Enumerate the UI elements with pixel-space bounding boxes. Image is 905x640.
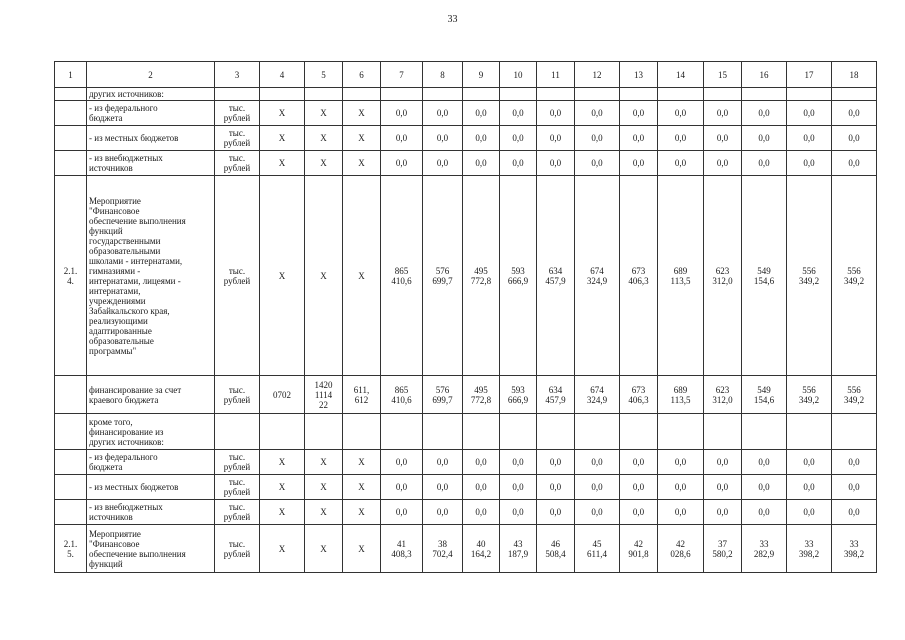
column-number-15: 15 — [704, 62, 742, 88]
value-cell-col-15 — [704, 414, 742, 450]
value-cell-col-16: 549 154,6 — [742, 376, 787, 414]
row-index-cell — [55, 450, 87, 475]
value-cell-col-8 — [423, 414, 463, 450]
table-row — [55, 475, 877, 500]
value-cell-col-14: 0,0 — [658, 151, 704, 176]
value-cell-col-18 — [832, 88, 877, 101]
value-cell-col-12: 45 611,4 — [575, 525, 620, 573]
value-cell-col-11: 0,0 — [537, 151, 575, 176]
value-cell-col-14: 0,0 — [658, 500, 704, 525]
section-code-cell: Х — [260, 500, 305, 525]
value-cell-col-12: 0,0 — [575, 475, 620, 500]
column-number-18: 18 — [832, 62, 877, 88]
unit-cell: тыс. рублей — [215, 101, 260, 126]
value-cell-col-13: 0,0 — [620, 101, 658, 126]
expense-type-cell: Х — [343, 176, 381, 376]
value-cell-col-14: 42 028,6 — [658, 525, 704, 573]
value-cell-col-7: 41 408,3 — [381, 525, 423, 573]
value-cell-col-10: 0,0 — [500, 500, 537, 525]
value-cell-col-7: 0,0 — [381, 475, 423, 500]
row-index-cell: 2.1. 5. — [55, 525, 87, 573]
expense-type-cell — [343, 414, 381, 450]
value-cell-col-12: 0,0 — [575, 126, 620, 151]
unit-cell: тыс. рублей — [215, 376, 260, 414]
value-cell-col-9 — [463, 414, 500, 450]
expense-type-cell: Х — [343, 475, 381, 500]
value-cell-col-16: 0,0 — [742, 500, 787, 525]
value-cell-col-9: 0,0 — [463, 101, 500, 126]
value-cell-col-7: 865 410,6 — [381, 176, 423, 376]
value-cell-col-18: 0,0 — [832, 101, 877, 126]
row-name-cell: Мероприятие "Финансовое обеспечение выполнения функций — [87, 525, 215, 573]
column-number-row — [55, 62, 877, 88]
value-cell-col-16: 0,0 — [742, 151, 787, 176]
value-cell-col-12: 0,0 — [575, 101, 620, 126]
value-cell-col-9: 0,0 — [463, 500, 500, 525]
table-body — [55, 88, 877, 573]
target-article-cell: Х — [305, 450, 343, 475]
value-cell-col-16: 549 154,6 — [742, 176, 787, 376]
value-cell-col-17: 556 349,2 — [787, 376, 832, 414]
value-cell-col-10: 593 666,9 — [500, 376, 537, 414]
value-cell-col-14 — [658, 414, 704, 450]
value-cell-col-14: 689 113,5 — [658, 176, 704, 376]
value-cell-col-14: 0,0 — [658, 101, 704, 126]
value-cell-col-12 — [575, 414, 620, 450]
value-cell-col-12: 0,0 — [575, 151, 620, 176]
value-cell-col-7: 0,0 — [381, 151, 423, 176]
value-cell-col-7: 0,0 — [381, 450, 423, 475]
unit-cell: тыс. рублей — [215, 500, 260, 525]
value-cell-col-11 — [537, 414, 575, 450]
value-cell-col-18: 556 349,2 — [832, 176, 877, 376]
value-cell-col-13: 0,0 — [620, 126, 658, 151]
row-name-cell: - из местных бюджетов — [87, 126, 215, 151]
value-cell-col-16: 33 282,9 — [742, 525, 787, 573]
budget-table — [54, 61, 877, 573]
row-name-cell: - из местных бюджетов — [87, 475, 215, 500]
unit-cell — [215, 88, 260, 101]
table-row — [55, 525, 877, 573]
value-cell-col-17: 0,0 — [787, 126, 832, 151]
value-cell-col-13 — [620, 414, 658, 450]
value-cell-col-7: 0,0 — [381, 126, 423, 151]
value-cell-col-11: 0,0 — [537, 126, 575, 151]
value-cell-col-10: 0,0 — [500, 475, 537, 500]
value-cell-col-8 — [423, 88, 463, 101]
expense-type-cell: 611, 612 — [343, 376, 381, 414]
expense-type-cell: Х — [343, 450, 381, 475]
value-cell-col-14 — [658, 88, 704, 101]
column-number-9: 9 — [463, 62, 500, 88]
value-cell-col-18: 0,0 — [832, 500, 877, 525]
value-cell-col-17: 0,0 — [787, 475, 832, 500]
unit-cell: тыс. рублей — [215, 176, 260, 376]
row-name-cell: - из внебюджетных источников — [87, 500, 215, 525]
value-cell-col-9 — [463, 88, 500, 101]
value-cell-col-8: 0,0 — [423, 475, 463, 500]
value-cell-col-15: 0,0 — [704, 126, 742, 151]
column-number-11: 11 — [537, 62, 575, 88]
value-cell-col-8: 576 699,7 — [423, 376, 463, 414]
value-cell-col-13: 0,0 — [620, 475, 658, 500]
expense-type-cell: Х — [343, 101, 381, 126]
table-row — [55, 126, 877, 151]
column-number-13: 13 — [620, 62, 658, 88]
value-cell-col-10: 0,0 — [500, 101, 537, 126]
value-cell-col-13: 673 406,3 — [620, 376, 658, 414]
column-number-7: 7 — [381, 62, 423, 88]
value-cell-col-16: 0,0 — [742, 475, 787, 500]
row-index-cell — [55, 126, 87, 151]
value-cell-col-15: 623 312,0 — [704, 376, 742, 414]
value-cell-col-12: 674 324,9 — [575, 376, 620, 414]
value-cell-col-8: 0,0 — [423, 500, 463, 525]
value-cell-col-7: 0,0 — [381, 101, 423, 126]
value-cell-col-18: 0,0 — [832, 126, 877, 151]
row-index-cell — [55, 414, 87, 450]
value-cell-col-8: 38 702,4 — [423, 525, 463, 573]
column-number-14: 14 — [658, 62, 704, 88]
expense-type-cell: Х — [343, 525, 381, 573]
value-cell-col-16: 0,0 — [742, 126, 787, 151]
value-cell-col-13: 42 901,8 — [620, 525, 658, 573]
column-number-10: 10 — [500, 62, 537, 88]
value-cell-col-18: 0,0 — [832, 151, 877, 176]
value-cell-col-13: 0,0 — [620, 151, 658, 176]
value-cell-col-18: 0,0 — [832, 450, 877, 475]
value-cell-col-10: 0,0 — [500, 151, 537, 176]
value-cell-col-17: 0,0 — [787, 151, 832, 176]
table-row — [55, 176, 877, 376]
value-cell-col-16: 0,0 — [742, 101, 787, 126]
row-index-cell — [55, 500, 87, 525]
target-article-cell — [305, 414, 343, 450]
value-cell-col-11: 634 457,9 — [537, 376, 575, 414]
value-cell-col-17: 556 349,2 — [787, 176, 832, 376]
row-index-cell — [55, 475, 87, 500]
unit-cell — [215, 414, 260, 450]
value-cell-col-12: 674 324,9 — [575, 176, 620, 376]
unit-cell: тыс. рублей — [215, 525, 260, 573]
table-row — [55, 414, 877, 450]
target-article-cell: Х — [305, 151, 343, 176]
value-cell-col-13: 0,0 — [620, 500, 658, 525]
value-cell-col-10: 43 187,9 — [500, 525, 537, 573]
unit-cell: тыс. рублей — [215, 475, 260, 500]
unit-cell: тыс. рублей — [215, 126, 260, 151]
value-cell-col-16: 0,0 — [742, 450, 787, 475]
table-row — [55, 500, 877, 525]
value-cell-col-17: 33 398,2 — [787, 525, 832, 573]
value-cell-col-14: 689 113,5 — [658, 376, 704, 414]
value-cell-col-17: 0,0 — [787, 101, 832, 126]
value-cell-col-7: 0,0 — [381, 500, 423, 525]
column-number-1: 1 — [55, 62, 87, 88]
column-number-12: 12 — [575, 62, 620, 88]
table-row — [55, 88, 877, 101]
row-index-cell — [55, 376, 87, 414]
expense-type-cell: Х — [343, 500, 381, 525]
section-code-cell: Х — [260, 101, 305, 126]
value-cell-col-9: 0,0 — [463, 475, 500, 500]
value-cell-col-8: 0,0 — [423, 126, 463, 151]
row-name-cell: Мероприятие "Финансовое обеспечение выполнения функций государственными образовательными школами - интернатами, гимназиями - интернатами, лицеями - интернатами, учреждениями Забайкальского края, реализующими адаптированные образовательные программы" — [87, 176, 215, 376]
section-code-cell: Х — [260, 525, 305, 573]
target-article-cell: Х — [305, 176, 343, 376]
section-code-cell — [260, 414, 305, 450]
column-number-8: 8 — [423, 62, 463, 88]
value-cell-col-12 — [575, 88, 620, 101]
value-cell-col-13 — [620, 88, 658, 101]
value-cell-col-15 — [704, 88, 742, 101]
value-cell-col-12: 0,0 — [575, 500, 620, 525]
value-cell-col-7 — [381, 88, 423, 101]
unit-cell: тыс. рублей — [215, 450, 260, 475]
row-index-cell — [55, 151, 87, 176]
target-article-cell: Х — [305, 475, 343, 500]
target-article-cell: 1420 1114 22 — [305, 376, 343, 414]
target-article-cell: Х — [305, 101, 343, 126]
value-cell-col-13: 0,0 — [620, 450, 658, 475]
column-number-5: 5 — [305, 62, 343, 88]
target-article-cell: Х — [305, 126, 343, 151]
value-cell-col-9: 40 164,2 — [463, 525, 500, 573]
unit-cell: тыс. рублей — [215, 151, 260, 176]
value-cell-col-18: 556 349,2 — [832, 376, 877, 414]
value-cell-col-14: 0,0 — [658, 126, 704, 151]
value-cell-col-8: 0,0 — [423, 450, 463, 475]
row-name-cell: - из внебюджетных источников — [87, 151, 215, 176]
row-index-cell: 2.1. 4. — [55, 176, 87, 376]
value-cell-col-9: 0,0 — [463, 450, 500, 475]
value-cell-col-10: 0,0 — [500, 126, 537, 151]
value-cell-col-9: 0,0 — [463, 126, 500, 151]
column-number-17: 17 — [787, 62, 832, 88]
value-cell-col-11 — [537, 88, 575, 101]
row-name-cell: кроме того, финансирование из других источников: — [87, 414, 215, 450]
row-index-cell — [55, 88, 87, 101]
target-article-cell: Х — [305, 500, 343, 525]
section-code-cell: Х — [260, 176, 305, 376]
row-name-cell: - из федерального бюджета — [87, 450, 215, 475]
value-cell-col-15: 0,0 — [704, 450, 742, 475]
value-cell-col-17: 0,0 — [787, 500, 832, 525]
target-article-cell — [305, 88, 343, 101]
value-cell-col-18: 0,0 — [832, 475, 877, 500]
value-cell-col-9: 495 772,8 — [463, 176, 500, 376]
value-cell-col-18 — [832, 414, 877, 450]
value-cell-col-14: 0,0 — [658, 475, 704, 500]
value-cell-col-11: 0,0 — [537, 450, 575, 475]
value-cell-col-17: 0,0 — [787, 450, 832, 475]
value-cell-col-13: 673 406,3 — [620, 176, 658, 376]
value-cell-col-11: 0,0 — [537, 101, 575, 126]
value-cell-col-10 — [500, 88, 537, 101]
value-cell-col-8: 576 699,7 — [423, 176, 463, 376]
expense-type-cell: Х — [343, 126, 381, 151]
column-number-2: 2 — [87, 62, 215, 88]
value-cell-col-11: 0,0 — [537, 475, 575, 500]
row-name-cell: финансирование за счет краевого бюджета — [87, 376, 215, 414]
value-cell-col-15: 0,0 — [704, 500, 742, 525]
column-number-4: 4 — [260, 62, 305, 88]
section-code-cell: Х — [260, 126, 305, 151]
table-row — [55, 151, 877, 176]
value-cell-col-9: 495 772,8 — [463, 376, 500, 414]
value-cell-col-7 — [381, 414, 423, 450]
section-code-cell — [260, 88, 305, 101]
row-index-cell — [55, 101, 87, 126]
value-cell-col-11: 0,0 — [537, 500, 575, 525]
column-number-3: 3 — [215, 62, 260, 88]
value-cell-col-9: 0,0 — [463, 151, 500, 176]
section-code-cell: Х — [260, 450, 305, 475]
value-cell-col-15: 0,0 — [704, 101, 742, 126]
target-article-cell: Х — [305, 525, 343, 573]
value-cell-col-10 — [500, 414, 537, 450]
value-cell-col-12: 0,0 — [575, 450, 620, 475]
section-code-cell: Х — [260, 151, 305, 176]
value-cell-col-17 — [787, 88, 832, 101]
row-name-cell: других источников: — [87, 88, 215, 101]
expense-type-cell — [343, 88, 381, 101]
value-cell-col-17 — [787, 414, 832, 450]
value-cell-col-11: 46 508,4 — [537, 525, 575, 573]
value-cell-col-15: 0,0 — [704, 151, 742, 176]
row-name-cell: - из федерального бюджета — [87, 101, 215, 126]
column-number-6: 6 — [343, 62, 381, 88]
table-row — [55, 101, 877, 126]
section-code-cell: 0702 — [260, 376, 305, 414]
value-cell-col-14: 0,0 — [658, 450, 704, 475]
value-cell-col-8: 0,0 — [423, 151, 463, 176]
value-cell-col-8: 0,0 — [423, 101, 463, 126]
column-number-16: 16 — [742, 62, 787, 88]
value-cell-col-16 — [742, 414, 787, 450]
value-cell-col-11: 634 457,9 — [537, 176, 575, 376]
value-cell-col-16 — [742, 88, 787, 101]
value-cell-col-10: 0,0 — [500, 450, 537, 475]
value-cell-col-7: 865 410,6 — [381, 376, 423, 414]
value-cell-col-15: 0,0 — [704, 475, 742, 500]
expense-type-cell: Х — [343, 151, 381, 176]
value-cell-col-18: 33 398,2 — [832, 525, 877, 573]
table-row — [55, 450, 877, 475]
value-cell-col-10: 593 666,9 — [500, 176, 537, 376]
table-row — [55, 376, 877, 414]
value-cell-col-15: 623 312,0 — [704, 176, 742, 376]
value-cell-col-15: 37 580,2 — [704, 525, 742, 573]
section-code-cell: Х — [260, 475, 305, 500]
page-number: 33 — [447, 14, 458, 25]
